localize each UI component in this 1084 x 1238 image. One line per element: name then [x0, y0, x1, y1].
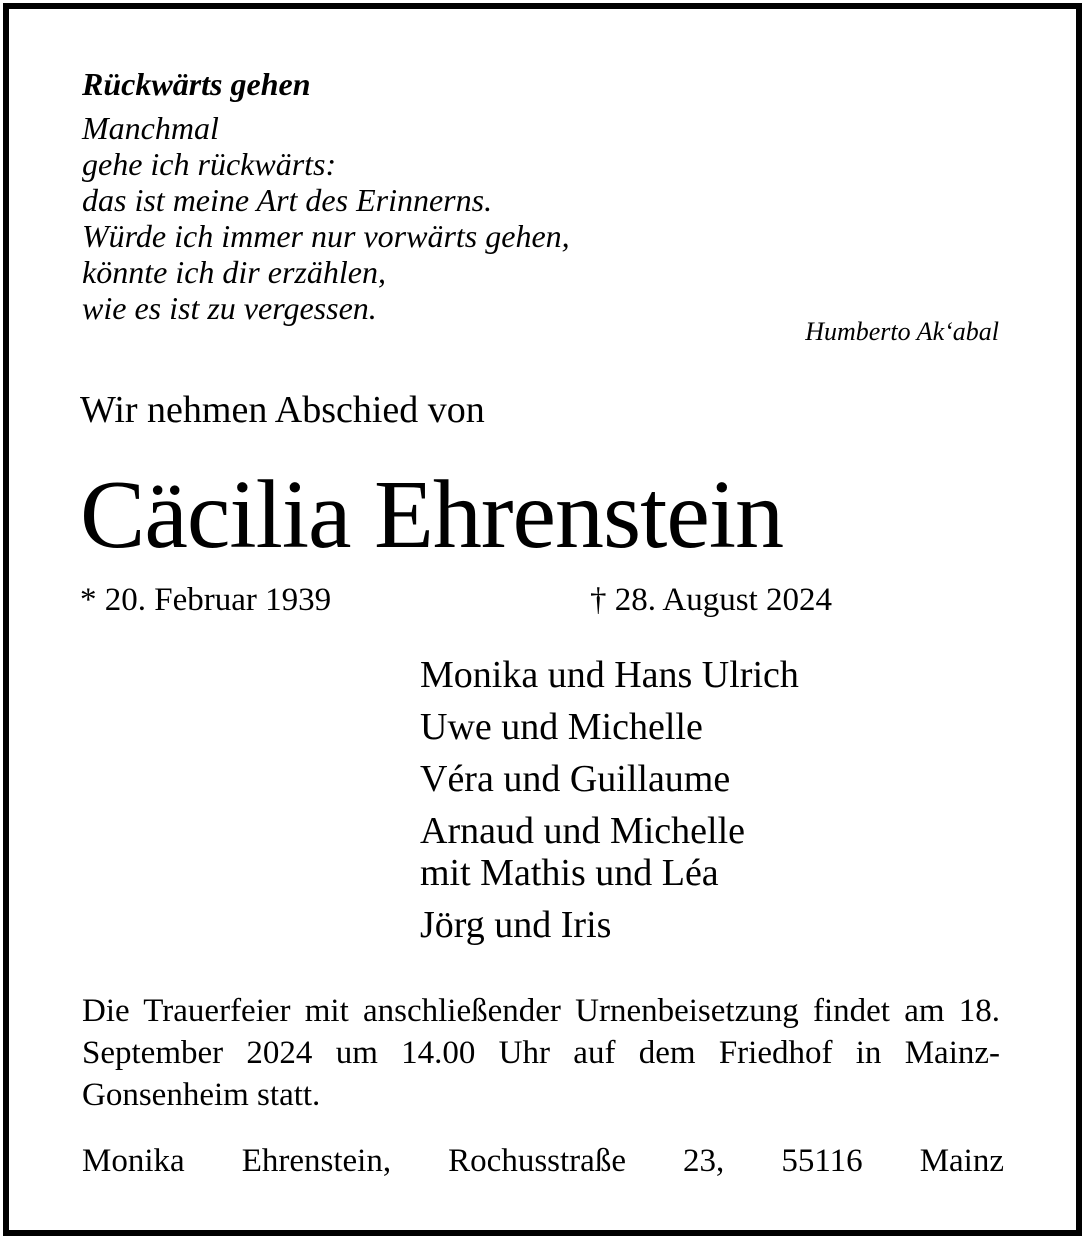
mourner-entry: [420, 758, 799, 800]
mourner-entry: [420, 654, 799, 696]
mourner-entry: [420, 706, 799, 748]
mourner-line: Véra und Guillaume: [420, 758, 731, 800]
mourners-list: [420, 654, 799, 956]
poem-line: das ist meine Art des Erinnerns.: [82, 182, 493, 218]
birth-date: * 20. Februar 1939: [80, 582, 332, 618]
funeral-service-info: Die Trauerfeier mit anschließender Urnenbeisetzung findet am 18. September 2024 um 14.00 Uhr auf dem Friedhof in Mainz-Gonsenheim statt.: [82, 993, 1000, 1113]
address-word: 23,: [683, 1143, 725, 1179]
address-word: 55116: [781, 1143, 863, 1179]
address-word: Monika: [82, 1143, 185, 1179]
farewell-intro: Wir nehmen Abschied von: [80, 389, 485, 431]
address-word: Mainz: [919, 1143, 1004, 1179]
poem-line: wie es ist zu vergessen.: [82, 290, 377, 326]
mourner-line: Jörg und Iris: [420, 904, 612, 946]
mourner-line: Arnaud und Michelle: [420, 810, 746, 852]
poem-line: gehe ich rückwärts:: [82, 146, 337, 182]
deceased-name: Cäcilia Ehrenstein: [80, 461, 784, 569]
mourner-line: mit Mathis und Léa: [420, 852, 719, 894]
mourner-line: Monika und Hans Ulrich: [420, 654, 799, 696]
poem-title: Rückwärts gehen: [82, 66, 311, 102]
poem-author: Humberto Ak‘abal: [805, 317, 999, 346]
mourner-line: Uwe und Michelle: [420, 706, 703, 748]
contact-address: [82, 1140, 1004, 1182]
address-word: Ehrenstein,: [241, 1143, 392, 1179]
death-date: † 28. August 2024: [590, 582, 833, 618]
mourner-entry: [420, 904, 799, 946]
address-word: Rochusstraße: [448, 1143, 626, 1179]
poem-line: könnte ich dir erzählen,: [82, 254, 386, 290]
poem-body: [82, 110, 570, 326]
poem-line: Manchmal: [82, 110, 219, 146]
mourner-entry: [420, 810, 799, 894]
poem-line: Würde ich immer nur vorwärts gehen,: [82, 218, 570, 254]
